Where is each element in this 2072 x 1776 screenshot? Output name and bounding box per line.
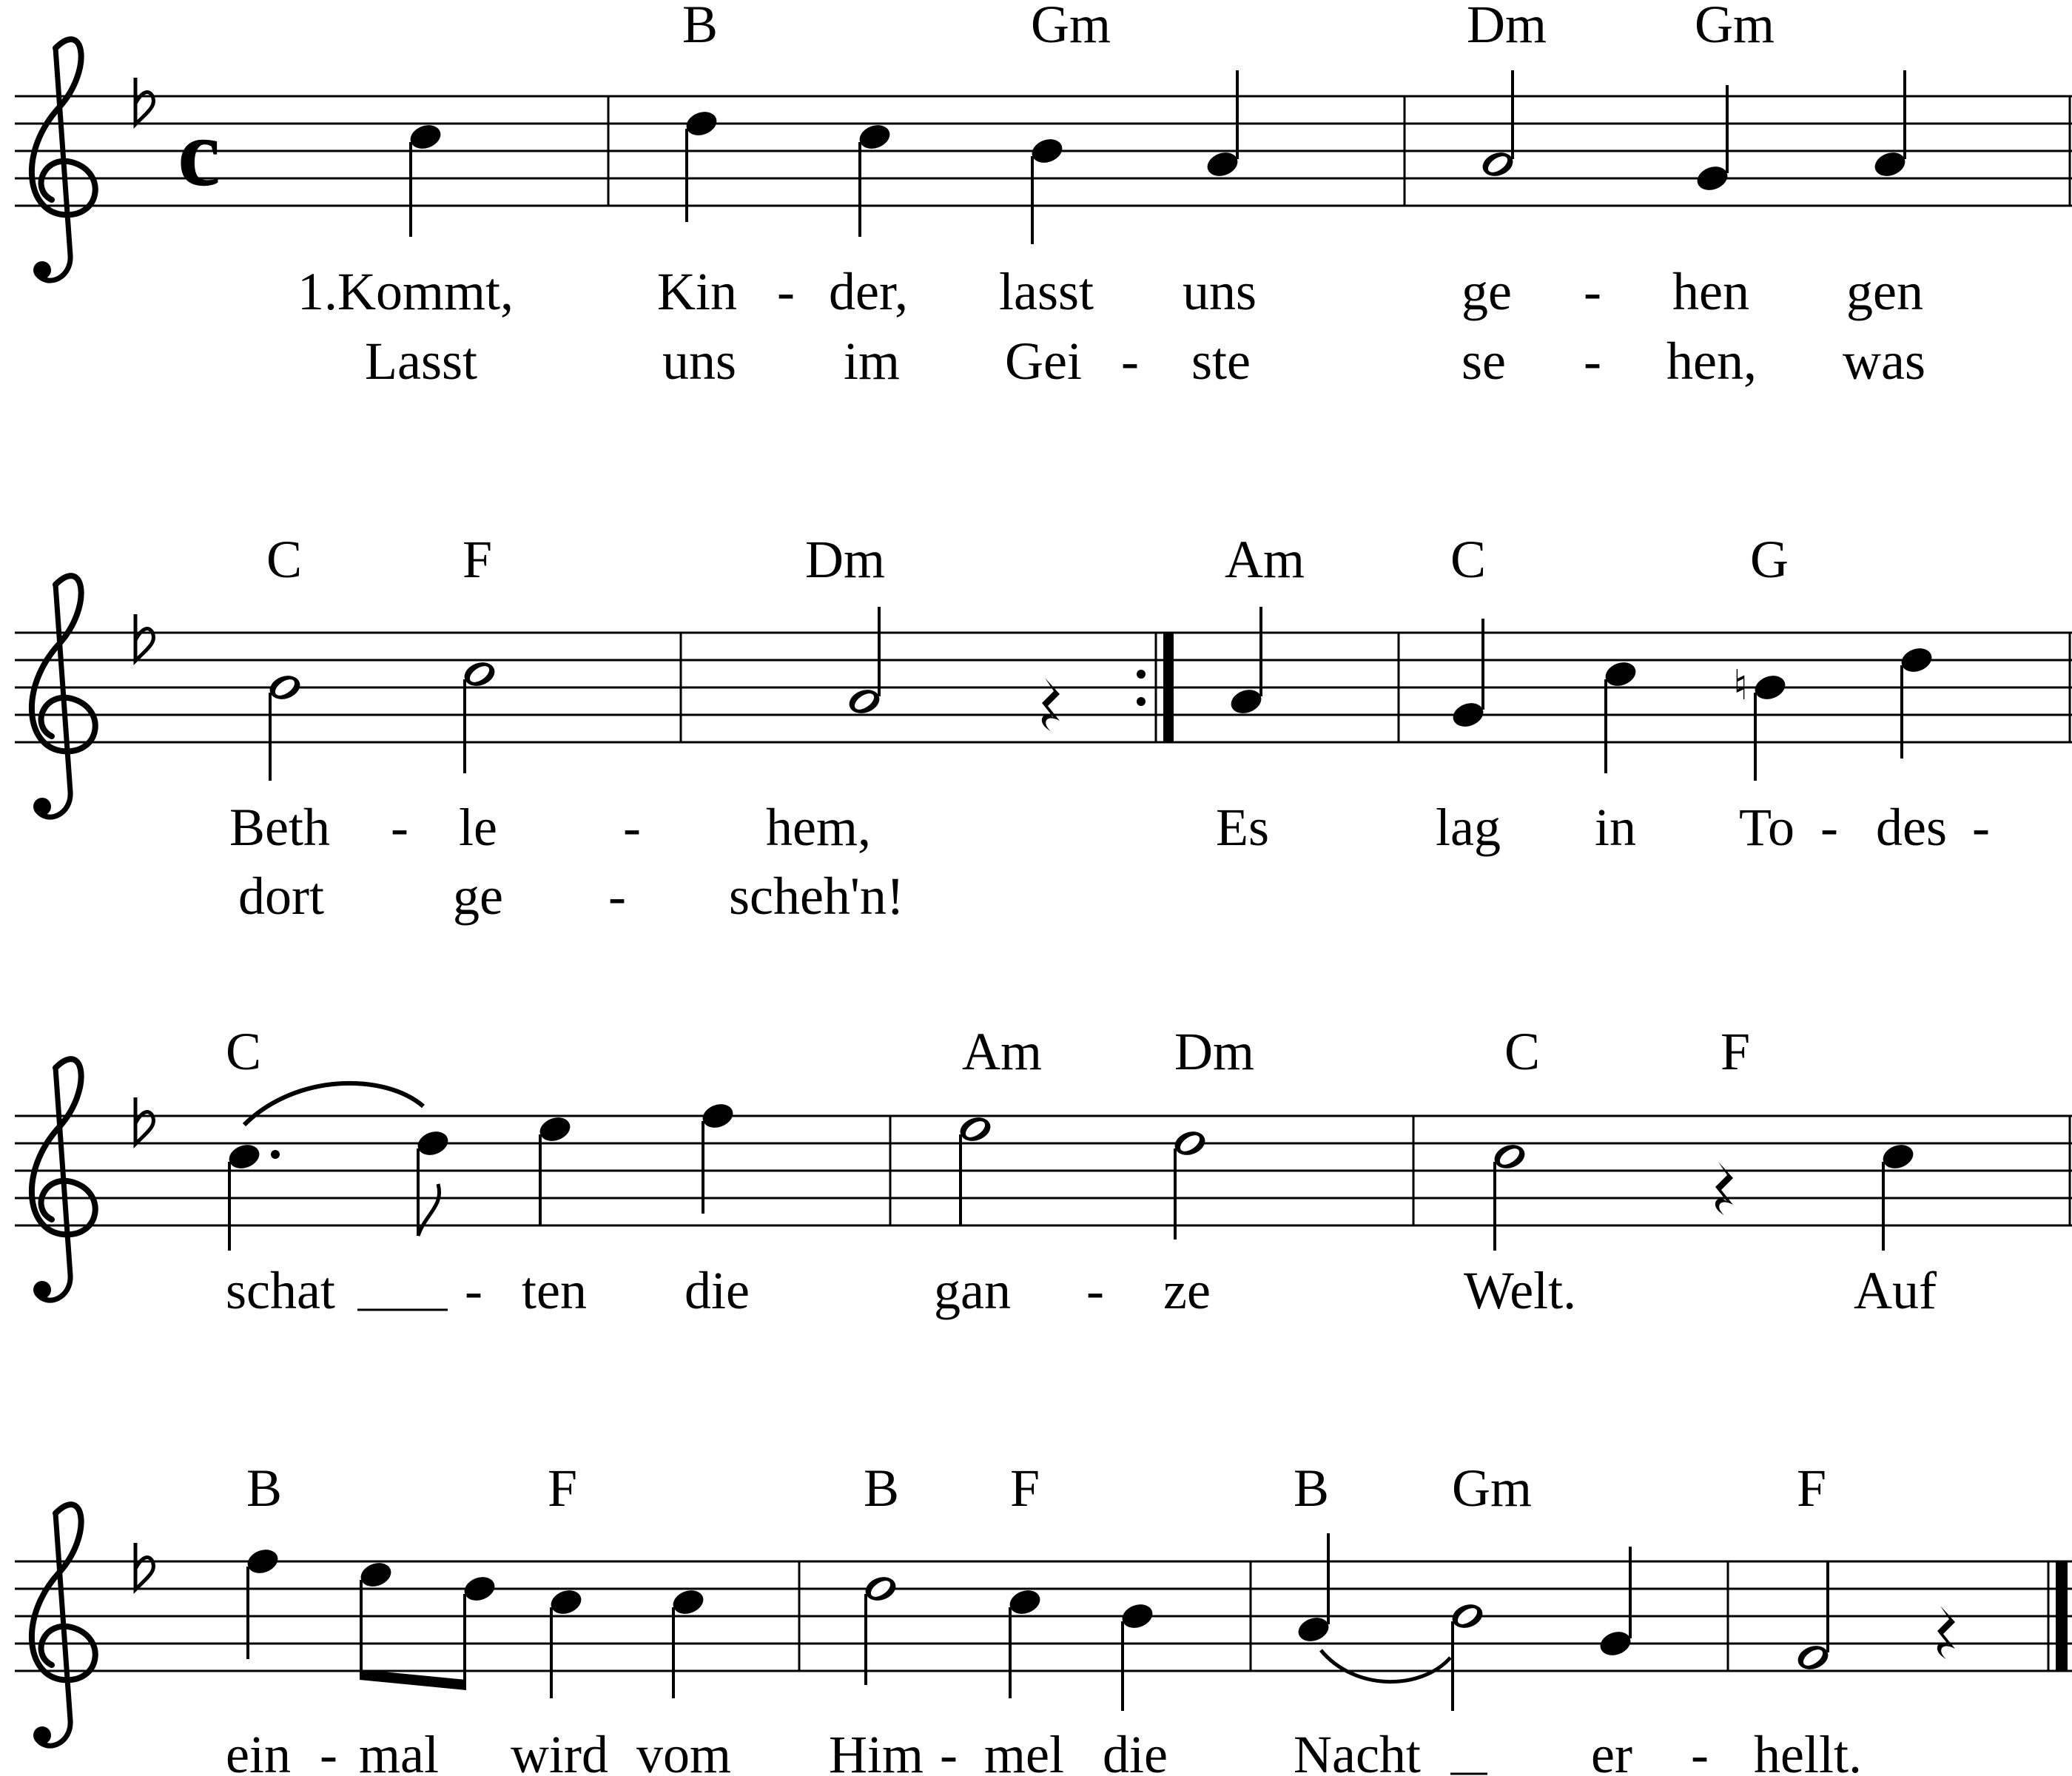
note [1204, 70, 1241, 180]
lyric-syllable: lag [1436, 798, 1501, 857]
lyric-syllable: - [1584, 332, 1601, 391]
lyric-syllable: - [1121, 332, 1139, 391]
natural-sign-icon: ♮ [1733, 662, 1749, 710]
chord-symbol: Am [1225, 530, 1305, 589]
treble-clef-icon [32, 1504, 95, 1746]
lyric-syllable: die [1103, 1725, 1168, 1776]
note [266, 672, 303, 781]
note [1794, 1561, 1832, 1673]
treble-clef-icon [32, 1059, 95, 1300]
system-2 [15, 530, 2072, 926]
note [1871, 70, 1908, 180]
flat-sign-icon [135, 1097, 154, 1144]
chord-symbol: C [226, 1022, 262, 1081]
lyric-syllable: - [465, 1261, 482, 1320]
treble-clef-icon [32, 39, 95, 280]
lyric-syllable: Es [1216, 798, 1269, 857]
chord-symbol: C [266, 530, 303, 589]
staff-lines [15, 1116, 2072, 1225]
lyric-syllable: in [1595, 798, 1637, 857]
chord-symbol: B [246, 1459, 283, 1518]
lyric-syllable: schat [226, 1261, 335, 1320]
slur [244, 1083, 423, 1125]
chord-symbol: Dm [1174, 1022, 1254, 1081]
lyric-syllable: - [391, 798, 408, 857]
common-time-signature: c [178, 100, 221, 206]
note [1450, 619, 1487, 730]
note [1006, 1587, 1043, 1698]
chord-symbol: C [1450, 530, 1487, 589]
lyric-syllable: Him [829, 1725, 924, 1776]
lyric-syllable: ze [1163, 1261, 1211, 1320]
note [1694, 85, 1731, 194]
lyric-syllable: mel [984, 1725, 1064, 1776]
chord-symbol: F [548, 1459, 578, 1518]
lyric-syllable: hellt. [1754, 1725, 1862, 1776]
lyric-syllable: gan [934, 1261, 1011, 1320]
note [1880, 1141, 1917, 1251]
lyric-syllable: er [1591, 1725, 1632, 1776]
lyric-syllable: ge [453, 867, 503, 926]
system-3 [15, 1022, 2072, 1320]
system-4 [15, 1459, 2072, 1776]
lyric-syllable: uns [662, 332, 737, 391]
lyric-syllable: vom [636, 1725, 732, 1776]
note [670, 1587, 707, 1698]
chord-symbol: G [1750, 530, 1789, 589]
note [957, 1114, 994, 1225]
note [1171, 1128, 1208, 1240]
lyric-syllable: - [320, 1725, 337, 1776]
lyric-syllable: - [940, 1725, 958, 1776]
chord-symbol: B [1294, 1459, 1330, 1518]
lyric-syllable: uns [1183, 262, 1257, 321]
chord-symbol: Gm [1695, 0, 1775, 54]
lyric-syllable: lasst [999, 262, 1094, 321]
lyric-syllable: was [1843, 332, 1925, 391]
note [846, 607, 883, 717]
treble-clef-icon [32, 576, 95, 817]
chord-symbol: F [1720, 1022, 1751, 1081]
chord-symbol: F [462, 530, 493, 589]
lyric-syllable: Lasst [365, 332, 477, 391]
lyric-syllable: - [1086, 1261, 1104, 1320]
quarter-rest-icon [1042, 678, 1060, 731]
chord-symbol: C [1504, 1022, 1541, 1081]
note [1597, 1547, 1634, 1659]
note [536, 1114, 574, 1225]
tie [1321, 1650, 1450, 1682]
note [548, 1587, 585, 1698]
lyric-syllable: der, [829, 262, 909, 321]
note [699, 1100, 736, 1214]
lyric-syllable: se [1462, 332, 1506, 391]
lyric-syllable: Nacht [1294, 1725, 1421, 1776]
lyric-syllable: wird [511, 1725, 608, 1776]
lyric-syllable: ein [226, 1725, 291, 1776]
lyric-syllable: im [844, 332, 901, 391]
note [1449, 1601, 1486, 1711]
staff-lines [15, 1561, 2072, 1671]
lyric-syllable: To [1739, 798, 1794, 857]
lyric-syllable: hen [1672, 262, 1749, 321]
lyric-syllable: - [1691, 1725, 1709, 1776]
lyric-syllable: 1.Kommt, [297, 262, 514, 321]
note [414, 1128, 451, 1236]
lyric-syllable: Auf [1854, 1261, 1937, 1320]
lyric-syllable: die [684, 1261, 750, 1320]
chord-symbol: B [864, 1459, 900, 1518]
quarter-rest-icon [1937, 1606, 1955, 1659]
flat-sign-icon [135, 1543, 154, 1590]
lyric-syllable: dort [238, 867, 324, 926]
flat-sign-icon [135, 614, 154, 661]
chord-symbol: Am [962, 1022, 1042, 1081]
lyric-syllable: - [623, 798, 641, 857]
lyric-syllable: ten [522, 1261, 587, 1320]
note [244, 1546, 281, 1659]
chord-symbol: B [682, 0, 719, 54]
lyric-syllable: mal [359, 1725, 439, 1776]
note [1733, 662, 1789, 781]
lyric-syllable: - [1584, 262, 1601, 321]
chord-symbol: F [1010, 1459, 1040, 1518]
note [226, 1141, 280, 1251]
lyric-syllable: ste [1191, 332, 1251, 391]
lyric-syllable: - [777, 262, 795, 321]
note [1228, 607, 1265, 717]
note [1479, 70, 1516, 180]
lyric-syllable: hem, [766, 798, 871, 857]
lyric-syllable: Beth [229, 798, 330, 857]
chord-symbol: F [1797, 1459, 1827, 1518]
note [1491, 1141, 1528, 1251]
lyric-syllable: Gei [1005, 332, 1082, 391]
lyric-syllable: hen, [1666, 332, 1757, 391]
flat-sign-icon [135, 78, 154, 124]
lyric-syllable: le [459, 798, 497, 857]
note [1119, 1601, 1156, 1711]
lyric-syllable: Kin [657, 262, 737, 321]
note [1029, 135, 1066, 244]
lyric-syllable: ge [1462, 262, 1512, 321]
lyric-syllable: - [1820, 798, 1838, 857]
note [862, 1573, 899, 1685]
chord-symbol: Dm [805, 530, 885, 589]
chord-symbol: Gm [1031, 0, 1111, 54]
lyric-syllable: des [1876, 798, 1947, 857]
lyric-syllable: gen [1846, 262, 1923, 321]
system-1 [15, 0, 2072, 391]
chord-symbol: Dm [1467, 0, 1547, 54]
lyric-syllable: scheh'n! [729, 867, 904, 926]
lyric-syllable: - [608, 867, 626, 926]
lyric-syllable: - [1972, 798, 1990, 857]
chord-symbol: Gm [1452, 1459, 1532, 1518]
lyric-syllable: Welt. [1464, 1261, 1577, 1320]
